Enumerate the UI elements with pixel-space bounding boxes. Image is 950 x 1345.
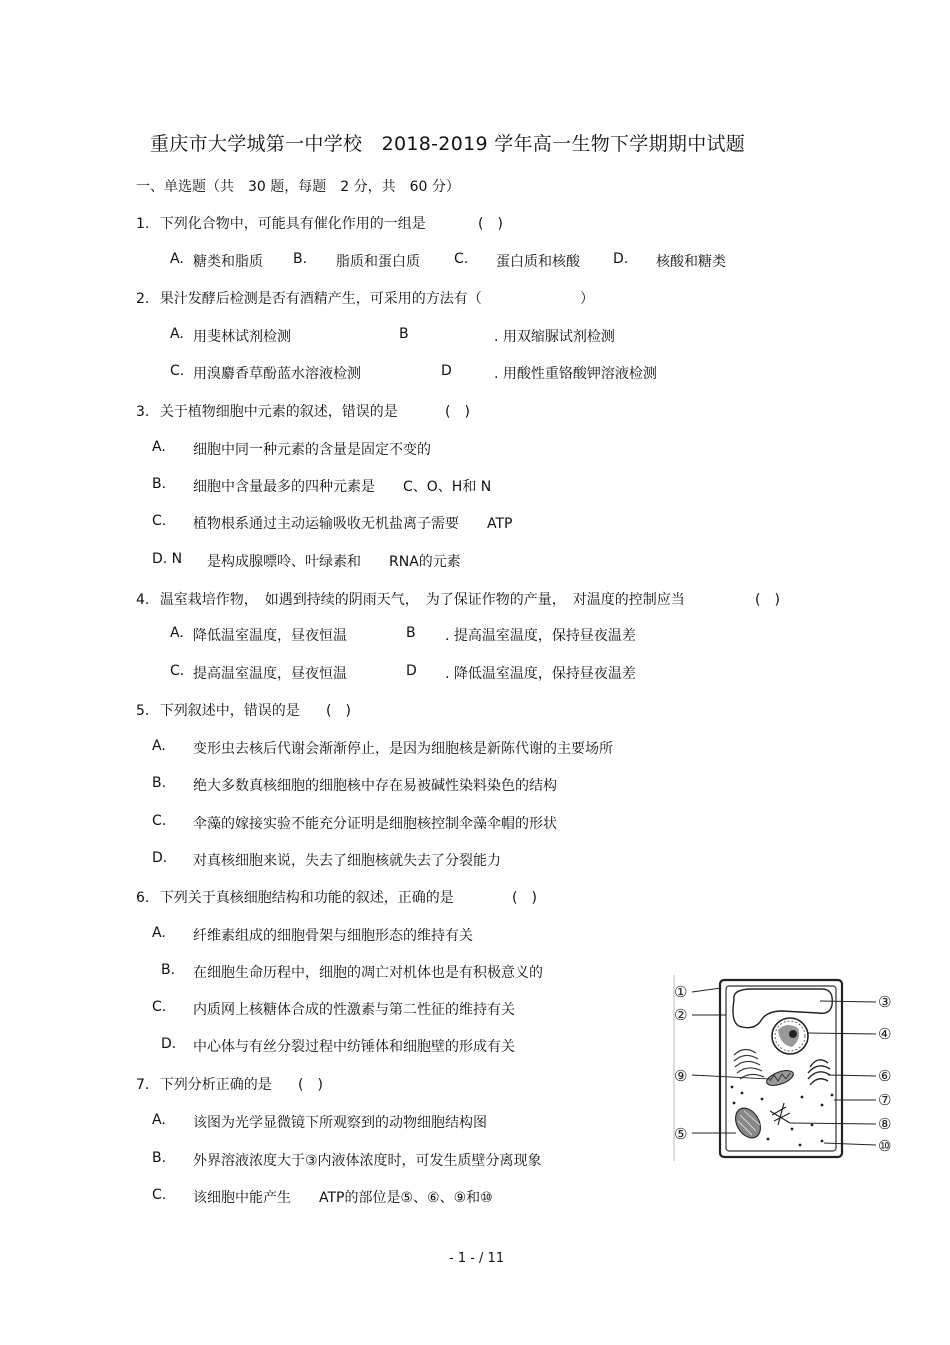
figure-label: ⑦	[878, 1091, 892, 1109]
option-label: A.	[170, 625, 184, 641]
page-number: - 1 - / 11	[449, 1251, 505, 1266]
option-text: 核酸和糖类	[656, 254, 726, 270]
option-text: 细胞中同一种元素的含量是固定不变的	[193, 442, 431, 458]
question-4-stem	[136, 589, 685, 609]
question-text: 下列关于真核细胞结构和功能的叙述，正确的是	[159, 890, 454, 906]
option-text: 提高温室温度，昼夜恒温	[193, 666, 347, 682]
option-label: A.	[152, 925, 166, 941]
option-text: 绝大多数真核细胞的细胞核中存在易被碱性染料染色的结构	[193, 778, 557, 794]
option-label: B	[406, 625, 416, 641]
answer-paren: ( )	[326, 703, 351, 719]
question-number: 2.	[136, 291, 150, 307]
figure-label: ③	[878, 993, 892, 1011]
question-text: 下列叙述中，错误的是	[159, 703, 300, 719]
section-heading: 一、单选题（共 30 题，每题 2 分，共 60 分）	[136, 179, 460, 195]
option-text: 该图为光学显微镜下所观察到的动物细胞结构图	[193, 1115, 487, 1131]
question-1-stem	[136, 213, 426, 233]
option-label: D.	[152, 850, 168, 866]
question-6-stem	[136, 887, 454, 907]
question-number: 6.	[136, 890, 150, 906]
option-label: A.	[170, 326, 184, 342]
option-label: B.	[152, 775, 167, 791]
option-text: 细胞中含量最多的四种元素是 C、O、H和 N	[193, 479, 492, 495]
mitochondrion	[765, 1068, 795, 1089]
option-label: B.	[161, 962, 176, 978]
answer-paren: ( )	[298, 1077, 323, 1093]
option-label: A.	[152, 439, 166, 455]
option-text: . 提高温室温度，保持昼夜温差	[445, 628, 636, 644]
option-text: . 用酸性重铬酸钾溶液检测	[494, 366, 657, 382]
question-text: 下列化合物中，可能具有催化作用的一组是	[159, 216, 426, 232]
question-text: 温室栽培作物， 如遇到持续的阴雨天气， 为了保证作物的产量， 对温度的控制应当	[159, 592, 685, 608]
option-text: 糖类和脂质	[193, 254, 263, 270]
figure-label: ⑥	[878, 1067, 892, 1085]
endoplasmic-reticulum	[734, 1049, 764, 1079]
option-text: 植物根系通过主动运输吸收无机盐离子需要 ATP	[193, 516, 513, 532]
option-label: B	[399, 326, 409, 342]
figure-label: ②	[674, 1006, 688, 1024]
option-text: 外界溶液浓度大于③内液体浓度时，可发生质壁分离现象	[193, 1153, 542, 1169]
option-text: 伞藻的嫁接实验不能充分证明是细胞核控制伞藻伞帽的形状	[193, 816, 557, 832]
cytoskeleton-fibres	[770, 1103, 790, 1125]
answer-paren: ( )	[512, 890, 537, 906]
figure-label: ⑤	[674, 1125, 688, 1143]
figure-label: ①	[674, 983, 688, 1001]
option-text: 变形虫去核后代谢会渐渐停止，是因为细胞核是新陈代谢的主要场所	[193, 741, 613, 757]
question-number: 7.	[136, 1077, 150, 1093]
option-label: D.	[613, 251, 629, 267]
figure-label: ⑩	[878, 1137, 892, 1155]
option-text: 对真核细胞来说，失去了细胞核就失去了分裂能力	[193, 853, 501, 869]
option-text: . 用双缩脲试剂检测	[494, 329, 615, 345]
option-label: B.	[152, 1150, 167, 1166]
option-text: 中心体与有丝分裂过程中纺锤体和细胞壁的形成有关	[193, 1039, 515, 1055]
answer-paren: ( )	[478, 216, 503, 232]
question-number: 4.	[136, 592, 150, 608]
question-number: 5.	[136, 703, 150, 719]
option-label: C.	[152, 513, 167, 529]
option-label: A.	[152, 738, 166, 754]
question-5-stem	[136, 700, 300, 720]
cell-wall	[720, 980, 842, 1157]
answer-paren: ( )	[755, 592, 780, 608]
answer-paren: ）	[580, 291, 594, 307]
figure-label: ⑨	[674, 1067, 688, 1085]
question-text: 关于植物细胞中元素的叙述，错误的是	[159, 404, 398, 420]
option-label: D. N	[152, 551, 183, 567]
option-text: 蛋白质和核酸	[496, 254, 580, 270]
option-text: 降低温室温度，昼夜恒温	[193, 628, 347, 644]
option-label: C.	[170, 663, 185, 679]
nucleus	[772, 1018, 808, 1054]
option-text: 纤维素组成的细胞骨架与细胞形态的维持有关	[193, 928, 473, 944]
question-7-stem	[136, 1074, 272, 1094]
option-text: . 降低温室温度，保持昼夜温差	[445, 666, 636, 682]
option-text: 用溴麝香草酚蓝水溶液检测	[193, 366, 361, 382]
option-text: 用斐林试剂检测	[193, 329, 291, 345]
question-number: 1.	[136, 216, 150, 232]
option-label: C.	[152, 999, 167, 1015]
vacuole	[733, 989, 832, 1028]
option-label: A.	[170, 251, 184, 267]
chloroplast	[730, 1104, 765, 1143]
golgi-apparatus	[808, 1060, 830, 1085]
option-text: 是构成腺嘌呤、叶绿素和 RNA的元素	[207, 554, 461, 570]
question-text: 下列分析正确的是	[159, 1077, 272, 1093]
option-text: 脂质和蛋白质	[336, 254, 420, 270]
figure-label: ⑧	[878, 1115, 892, 1133]
option-label: B.	[152, 476, 167, 492]
option-label: D	[406, 663, 417, 679]
figure-label: ④	[878, 1025, 892, 1043]
option-text: 在细胞生命历程中，细胞的凋亡对机体也是有积极意义的	[193, 965, 543, 981]
answer-paren: ( )	[445, 404, 470, 420]
question-3-stem	[136, 401, 398, 421]
option-label: C.	[152, 1187, 167, 1203]
option-text: 该细胞中能产生 ATP的部位是⑤、⑥、⑨和⑩	[193, 1190, 493, 1206]
option-label: D	[441, 363, 452, 379]
option-label: B.	[293, 251, 308, 267]
option-label: C.	[170, 363, 185, 379]
plant-cell-diagram	[672, 975, 900, 1165]
question-text: 果汁发酵后检测是否有酒精产生，可采用的方法有（	[159, 291, 482, 307]
option-label: C.	[152, 813, 167, 829]
option-text: 内质网上核糖体合成的性激素与第二性征的维持有关	[193, 1002, 515, 1018]
question-2-stem	[136, 288, 482, 308]
question-number: 3.	[136, 404, 150, 420]
option-label: C.	[454, 251, 469, 267]
option-label: A.	[152, 1112, 166, 1128]
page-title: 重庆市大学城第一中学校 2018-2019 学年高一生物下学期期中试题	[150, 133, 746, 155]
option-label: D.	[161, 1036, 177, 1052]
